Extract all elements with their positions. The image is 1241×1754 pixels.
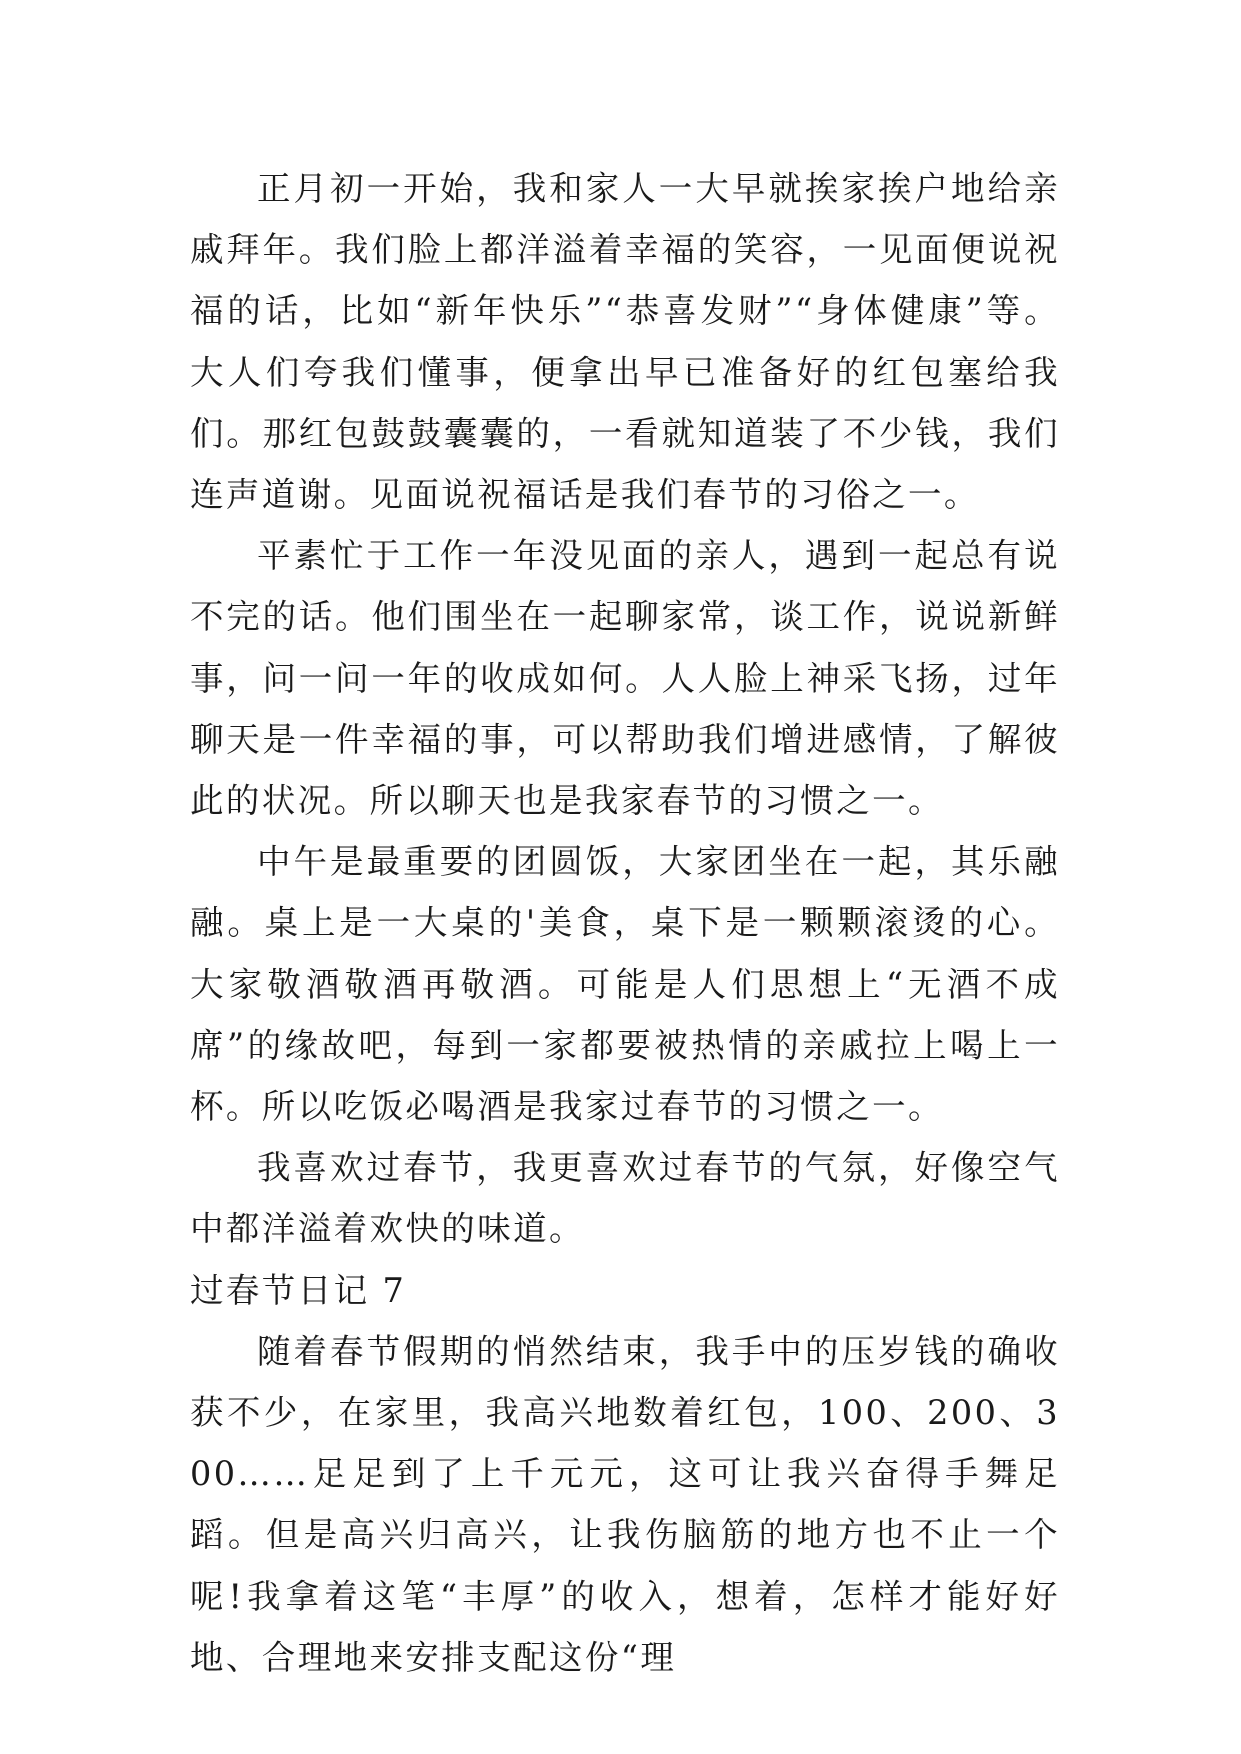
section-title: 过春节日记 7 (190, 1270, 407, 1310)
paragraph: 中午是最重要的团圆饭，大家团坐在一起，其乐融融。桌上是一大桌的'美食，桌下是一颗颗滚烫的心。大家敬酒敬酒再敬酒。可能是人们思想上“无酒不成席”的缘故吧，每到一家都要被热情的亲戚拉上喝上一杯。所以吃饭必喝酒是我家过春节的习惯之一。 (190, 842, 1060, 1127)
paragraph: 我喜欢过春节，我更喜欢过春节的气氛，好像空气中都洋溢着欢快的味道。 (190, 1148, 1060, 1249)
document-body (190, 158, 1060, 1688)
paragraph: 随着春节假期的悄然结束，我手中的压岁钱的确收获不少，在家里，我高兴地数着红包，100、200、300……足足到了上千元元，这可让我兴奋得手舞足蹈。但是高兴归高兴，让我伤脑筋的地方也不止一个呢!我拿着这笔“丰厚”的收入，想着，怎样才能好好地、合理地来安排支配这份“理 (190, 1331, 1060, 1677)
paragraph: 正月初一开始，我和家人一大早就挨家挨户地给亲戚拜年。我们脸上都洋溢着幸福的笑容，一见面便说祝福的话，比如“新年快乐”“恭喜发财”“身体健康”等。大人们夸我们懂事，便拿出早已准备好的红包塞给我们。那红包鼓鼓囊囊的，一看就知道装了不少钱，我们连声道谢。见面说祝福话是我们春节的习俗之一。 (190, 169, 1060, 515)
paragraph: 平素忙于工作一年没见面的亲人，遇到一起总有说不完的话。他们围坐在一起聊家常，谈工作，说说新鲜事，问一问一年的收成如何。人人脸上神采飞扬，过年聊天是一件幸福的事，可以帮助我们增进感情，了解彼此的状况。所以聊天也是我家春节的习惯之一。 (190, 536, 1060, 821)
